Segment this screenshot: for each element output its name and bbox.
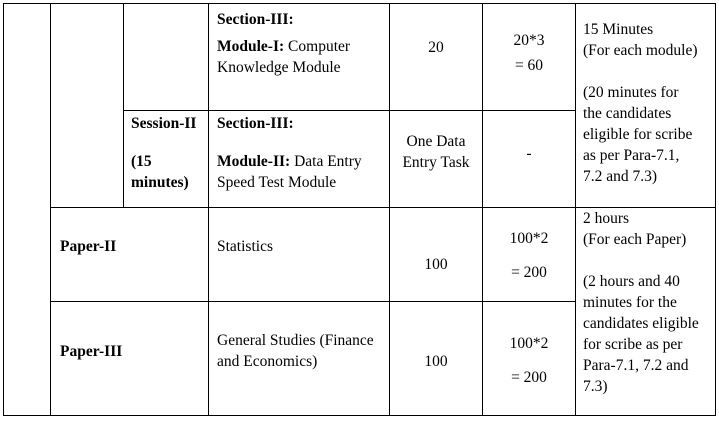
grid-line (50, 3, 51, 416)
grid-line (208, 3, 209, 416)
marks-line: 100*2 (509, 230, 549, 247)
duration-line: minutes for the (583, 294, 677, 311)
paper-cell-paper3: Paper-III (60, 343, 123, 360)
duration-cell-sessions (583, 19, 715, 187)
duration-line: (For each module) (583, 42, 698, 59)
duration-line: (2 hours and 40 (583, 273, 680, 290)
duration-line: (For each Paper) (583, 231, 687, 248)
questions-cell-paper2: 100 (424, 256, 448, 273)
marks-line: = 200 (511, 264, 547, 281)
grid-line (123, 3, 124, 208)
subject-cell-paper2: Statistics (217, 238, 273, 255)
questions-cell-session1: 20 (428, 39, 444, 56)
questions-line: Entry Task (402, 154, 470, 171)
module-title: Module-I: Computer (217, 38, 351, 55)
module-name-line: Speed Test Module (217, 174, 337, 191)
module-cell-session2 (217, 113, 387, 193)
module-cell-session1 (217, 9, 387, 78)
duration-line: candidates eligible (583, 315, 699, 332)
grid-line (3, 3, 716, 4)
duration-line: 7.3) (583, 378, 608, 395)
section-heading: Section-III: (217, 11, 294, 28)
duration-line: for scribe as per (583, 336, 683, 353)
duration-line: eligible for scribe (583, 126, 693, 143)
duration-line: 15 Minutes (583, 21, 654, 38)
grid-line (3, 415, 716, 416)
questions-cell-paper3: 100 (424, 353, 448, 370)
duration-line: 7.2 and 7.3) (583, 168, 658, 185)
section-heading: Section-III: (217, 115, 294, 132)
duration-line: (20 minutes for (583, 84, 679, 101)
duration-line: Para-7.1, 7.2 and (583, 357, 689, 374)
marks-line: = 200 (511, 369, 547, 386)
subject-line: and Economics) (217, 353, 318, 370)
marks-cell-paper2 (483, 228, 575, 283)
grid-line (123, 110, 575, 111)
module-title: Module-II: Data Entry (217, 153, 362, 170)
marks-line: = 60 (514, 57, 544, 74)
subject-cell-paper3 (217, 330, 387, 372)
grid-line (3, 3, 4, 416)
session-cell-session2 (131, 113, 208, 193)
session-duration: minutes) (131, 174, 189, 191)
questions-line: One Data (406, 133, 466, 150)
paper-cell-paper2: Paper-II (60, 238, 117, 255)
grid-line (575, 3, 576, 416)
session-label: Session-II (131, 115, 197, 132)
duration-line: 2 hours (583, 210, 630, 227)
duration-cell-papers (583, 208, 715, 397)
marks-line: 20*3 (513, 32, 545, 49)
duration-line: the candidates (583, 105, 672, 122)
questions-cell-session2 (390, 131, 482, 173)
session-duration: (15 (131, 153, 152, 170)
module-name-line: Knowledge Module (217, 59, 341, 76)
duration-line: as per Para-7.1, (583, 147, 680, 164)
subject-line: General Studies (Finance (217, 332, 374, 349)
marks-cell-paper3 (483, 333, 575, 388)
grid-line (50, 301, 575, 302)
marks-cell-session2: - (526, 145, 532, 162)
marks-cell-session1 (483, 30, 575, 76)
marks-line: 100*2 (509, 335, 549, 352)
grid-line (715, 3, 716, 416)
